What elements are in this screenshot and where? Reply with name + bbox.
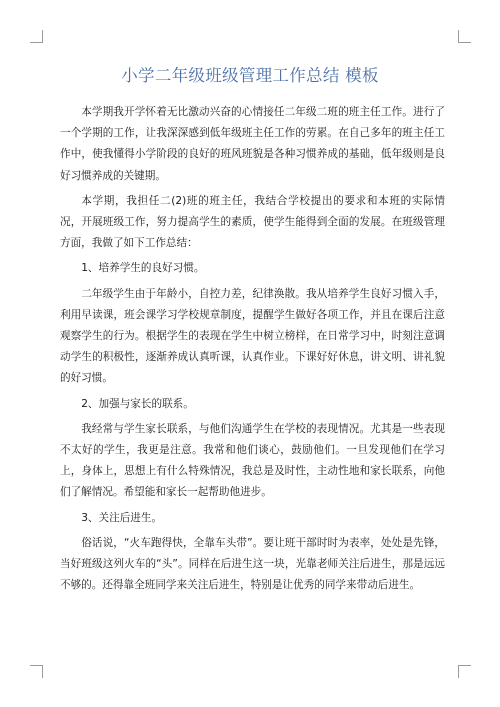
section-heading-parents: 2、加强与家长的联系。 xyxy=(81,397,194,410)
paragraph-overview: 本学期，我担任二(2)班的班主任，我结合学校提出的要求和本班的实际情况，开展班级工作，努力提高学生的素质，使学生能得到全面的发展。在班级管理方面，我做了如下工作总结： xyxy=(60,194,445,250)
crop-mark-top-right xyxy=(458,30,471,43)
section-heading-habits: 1、培养学生的良好习惯。 xyxy=(81,262,205,275)
section-heading-struggling-students: 3、关注后进生。 xyxy=(81,511,163,524)
paragraph-intro: 本学期我开学怀着无比激动兴奋的心情接任二年级二班的班主任工作。进行了一个学期的工作，让我深深感到低年级班主任工作的劳累。在自己多年的班主任工作中，使我懂得小学阶段的良好的班风班貌是各种习惯养成的基础，低年级则是良好习惯养成的关键期。 xyxy=(60,106,445,182)
paragraph-parents: 我经常与学生家长联系，与他们沟通学生在学校的表现情况。尤其是一些表现不太好的学生，我更是注意。我常和他们谈心，鼓励他们。一旦发现他们在学习上，身体上，思想上有什么特殊情况，我总是及时性，主动性地和家长联系，向他们了解情况。希望能和家长一起帮助他进步。 xyxy=(60,422,445,499)
crop-mark-bottom-left xyxy=(30,665,43,678)
crop-mark-bottom-right xyxy=(458,665,471,678)
paragraph-habits: 二年级学生由于年龄小，自控力差，纪律涣散。我从培养学生良好习惯入手，利用早读课，班会课学习学校规章制度，提醒学生做好各项工作，并且在课后注意观察学生的行为。根据学生的表现在学生中树立榜样，在日常学习中，时刻注意调动学生的积极性，逐渐养成认真听课，认真作业。下课好好休息，讲文明、讲礼貌的好习惯。 xyxy=(60,287,445,385)
document-body xyxy=(60,102,445,596)
paragraph-struggling-students: 俗话说，“火车跑得快，全靠车头带”。要让班干部时时为表率，处处是先锋，当好班级这列火车的“头”。同样在后进生这一块，光靠老师关注后进生，那是远远不够的。还得靠全班同学来关注后进生，特别是让优秀的同学来带动后进生。 xyxy=(60,536,445,592)
crop-mark-top-left xyxy=(30,30,43,43)
document-title: 小学二年级班级管理工作总结 模板 xyxy=(121,66,379,85)
